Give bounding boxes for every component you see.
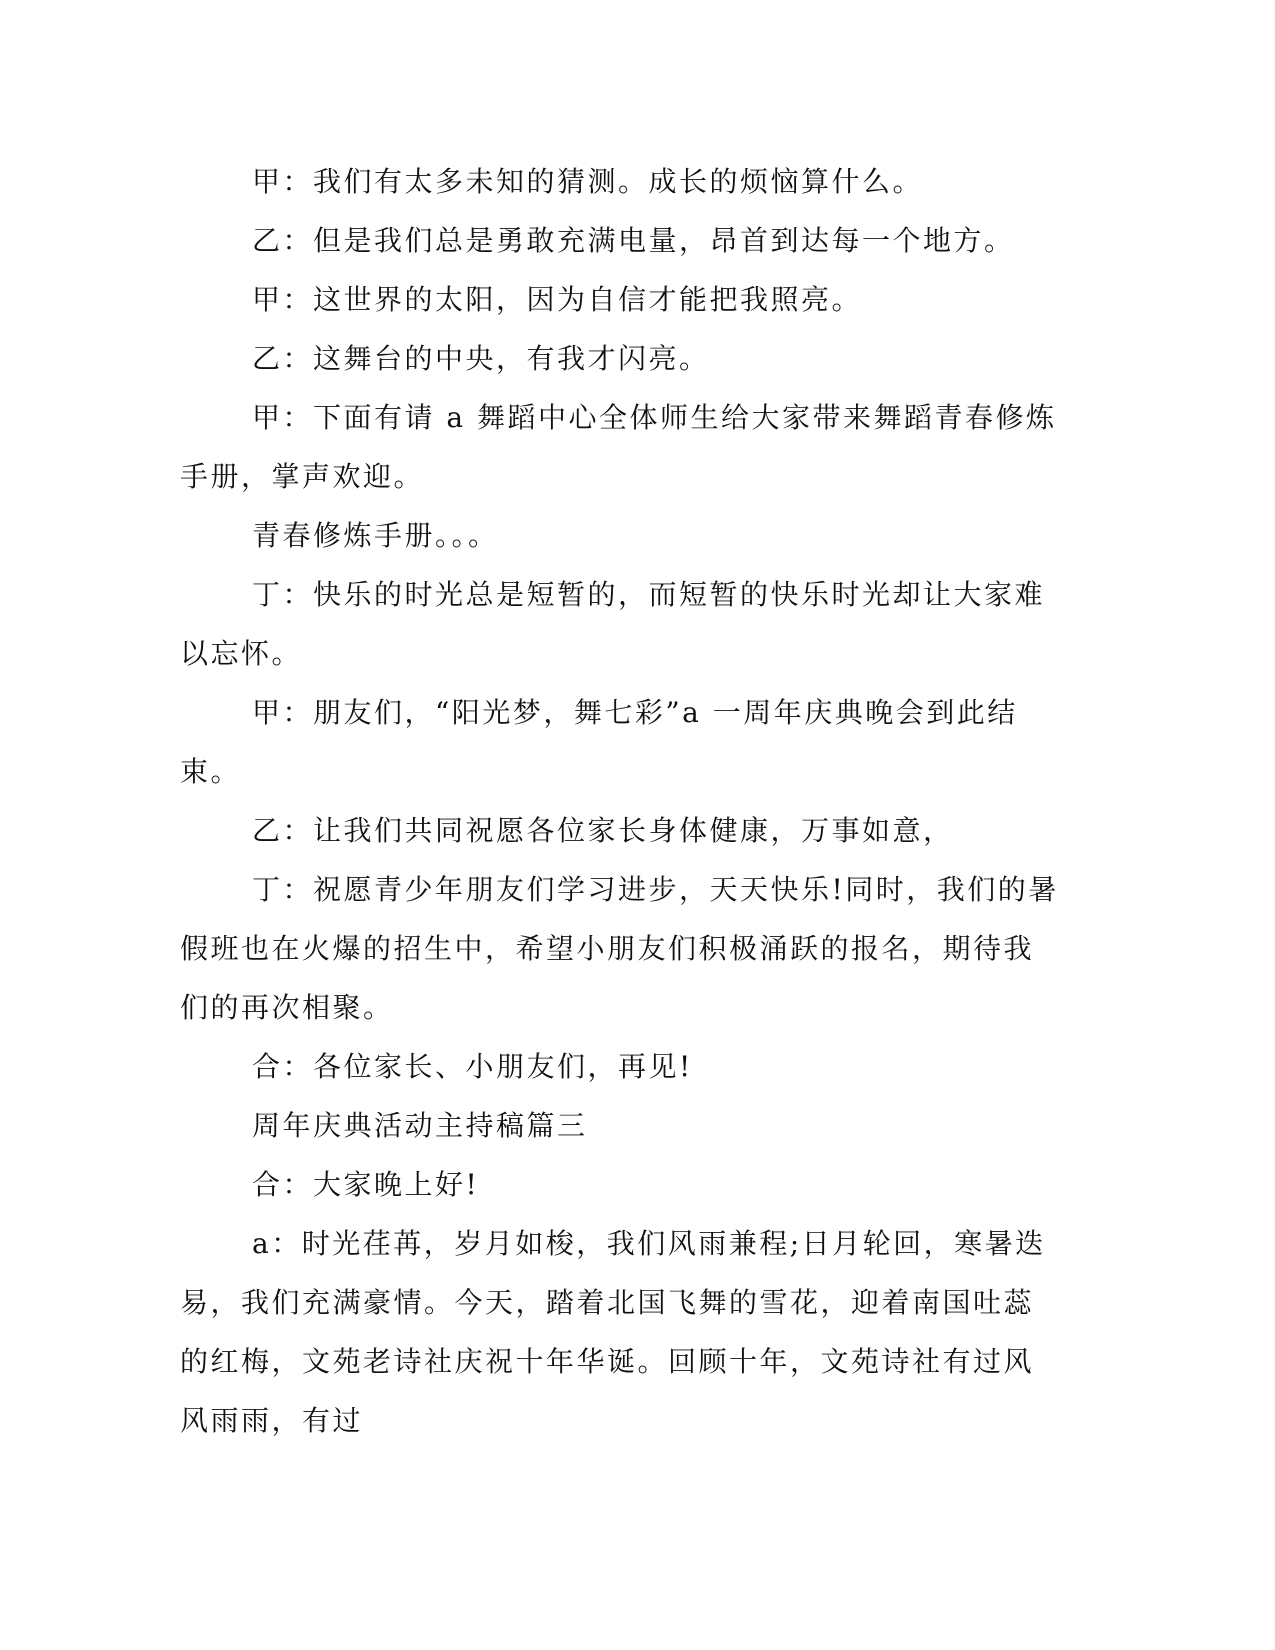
paragraph: 乙：这舞台的中央，有我才闪亮。 [252, 342, 710, 375]
paragraph: 青春修炼手册。。。 [252, 519, 499, 552]
paragraph: 甲：我们有太多未知的猜测。成长的烦恼算什么。 [252, 165, 924, 198]
paragraph: 甲：这世界的太阳，因为自信才能把我照亮。 [252, 283, 863, 316]
document-body [180, 152, 1060, 1450]
paragraph: 甲：朋友们，“阳光梦，舞七彩”a 一周年庆典晚会到此结束。 [180, 696, 1018, 788]
paragraph: 合：各位家长、小朋友们，再见! [252, 1050, 693, 1083]
paragraph: 乙：但是我们总是勇敢充满电量，昂首到达每一个地方。 [252, 224, 1015, 257]
paragraph: 甲：下面有请 a 舞蹈中心全体师生给大家带来舞蹈青春修炼手册，掌声欢迎。 [180, 401, 1057, 493]
section-heading: 周年庆典活动主持稿篇三 [252, 1109, 588, 1142]
paragraph: 乙：让我们共同祝愿各位家长身体健康，万事如意， [252, 814, 954, 847]
paragraph: 丁：快乐的时光总是短暂的，而短暂的快乐时光却让大家难以忘怀。 [180, 578, 1046, 670]
paragraph: a：时光荏苒，岁月如梭，我们风雨兼程;日月轮回，寒暑迭易，我们充满豪情。今天，踏着北国飞舞的雪花，迎着南国吐蕊的红梅，文苑老诗社庆祝十年华诞。回顾十年，文苑诗社有过风风雨雨，有过 [180, 1227, 1046, 1437]
paragraph: 合：大家晚上好! [252, 1168, 480, 1201]
paragraph: 丁：祝愿青少年朋友们学习进步，天天快乐!同时，我们的暑假班也在火爆的招生中，希望小朋友们积极涌跃的报名，期待我们的再次相聚。 [180, 873, 1059, 1024]
